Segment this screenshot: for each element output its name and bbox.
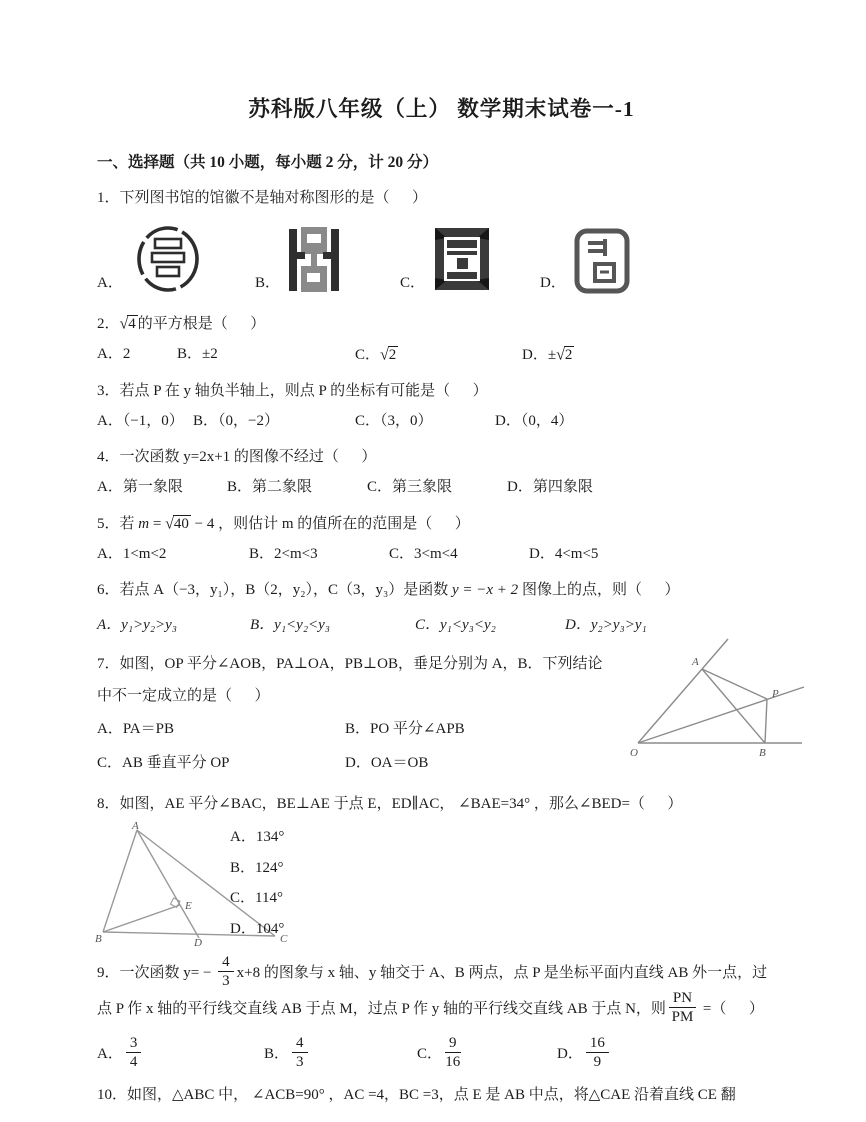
- q9-option-d-fraction: [586, 1035, 609, 1070]
- library-round-seal-icon: [131, 224, 205, 294]
- q6-function-expression: y = −x + 2: [452, 582, 519, 598]
- q9-option-b: [264, 1037, 417, 1072]
- radical-sign: √: [119, 315, 129, 333]
- q4-stem: 4．一次函数 y=2x+1 的图像不经过（ ）: [97, 449, 377, 465]
- q9-stem-line2-post: =（ ）: [699, 1001, 764, 1018]
- question-7: [97, 651, 786, 777]
- q2-option-c-label: C．: [355, 347, 381, 363]
- q6-stem-pre: 6．若点 A（−3，y₁），B（2，y₂），C（3，y₃）是函数: [97, 582, 452, 598]
- fraction-numerator: 4: [292, 1035, 308, 1053]
- fraction-denominator: PM: [671, 1009, 694, 1026]
- q2-option-b: B．±2: [177, 346, 218, 362]
- radicand: 40: [173, 516, 189, 532]
- q8-label-a: A: [132, 820, 139, 832]
- q2-options: [97, 341, 786, 369]
- q1-option-b: [255, 226, 400, 294]
- question-4: [97, 444, 786, 501]
- q3-option-c: C．（3，0）: [355, 413, 433, 429]
- q9-stem-mid: x+8 的图象与 x 轴、y 轴交于 A、B 两点，点 P 是坐标平面内直线 AB 外一点，过: [236, 965, 768, 981]
- question-6: [97, 577, 786, 639]
- q1-option-a-label: A．: [97, 275, 123, 291]
- q3-stem: 3．若点 P 在 y 轴负半轴上，则点 P 的坐标有可能是（ ）: [97, 383, 488, 399]
- fraction-numerator: PN: [669, 990, 696, 1008]
- q5-stem-pre: 5．若: [97, 516, 139, 532]
- q7-label-o: O: [630, 747, 638, 759]
- q8-label-d: D: [194, 937, 202, 946]
- q8-option-a: A．134°: [230, 829, 285, 845]
- q7-stem-line2: 中不一定成立的是（ ）: [97, 688, 270, 704]
- q6-options: [97, 612, 786, 639]
- q10-stem: 10．如图，△ABC 中， ∠ACB=90° ，AC =4，BC =3，点 E 是 AB 中点，将△CAE 沿着直线 CE 翻: [97, 1087, 736, 1104]
- q2-option-d-label: D．: [522, 347, 548, 363]
- radical-sign: √: [165, 515, 174, 533]
- q9-stem-line1: [97, 955, 786, 991]
- q2-stem-text: 的平方根是（ ）: [137, 316, 266, 332]
- q1-option-b-label: B．: [255, 275, 281, 291]
- q8-option-c: C．114°: [230, 890, 283, 906]
- q6-option-d: D．y₂>y₃>y₁: [565, 617, 647, 633]
- q9-option-c-label: C．: [417, 1046, 443, 1063]
- q5-option-b: B．2<m<3: [249, 546, 318, 562]
- section-heading: 一、选择题（共 10 小题，每小题 2 分，计 20 分）: [97, 154, 439, 171]
- radicand: 4: [128, 316, 136, 332]
- fraction-denominator: 4: [129, 1054, 138, 1071]
- q1-option-d: [540, 228, 786, 294]
- fraction-numerator: 3: [126, 1035, 142, 1053]
- q7-option-c: C．AB 垂直平分 OP: [97, 755, 230, 771]
- q5-stem: [97, 510, 786, 538]
- fraction-numerator: 9: [445, 1035, 461, 1053]
- question-3: [97, 378, 786, 435]
- radical-sign: √: [556, 346, 565, 364]
- q2-stem: [97, 310, 786, 338]
- library-rounded-square-icon: [574, 228, 630, 294]
- q2-option-a: A．2: [97, 346, 131, 362]
- q1-option-c-label: C．: [400, 275, 426, 291]
- q9-option-a-label: A．: [97, 1046, 123, 1063]
- q7-option-d: D．OA＝OB: [345, 755, 429, 771]
- library-dark-seal-icon: [433, 224, 491, 294]
- q7-label-p: P: [772, 688, 779, 700]
- q6-stem-post: 图像上的点，则（ ）: [518, 582, 680, 598]
- q9-option-b-fraction: [292, 1035, 308, 1070]
- q7-label-b: B: [759, 747, 766, 759]
- q9-option-d: [557, 1037, 786, 1072]
- q8-figure-and-options: [97, 820, 786, 946]
- q8-label-c: C: [280, 933, 288, 945]
- q2-option-d: [522, 341, 786, 369]
- question-1: [97, 185, 786, 294]
- q7-option-a: A．PA＝PB: [97, 721, 174, 737]
- fraction-denominator: 3: [296, 1054, 304, 1071]
- q5-stem-post: − 4 ，则估计 m 的值所在的范围是（ ）: [190, 516, 470, 532]
- question-8: [97, 791, 786, 946]
- variable-m: m: [138, 516, 150, 532]
- question-9: [97, 955, 786, 1072]
- q8-options: [230, 822, 284, 944]
- q5-option-d: D．4<m<5: [529, 546, 599, 562]
- question-5: [97, 510, 786, 568]
- q2-option-d-sqrt: [556, 347, 574, 363]
- q8-label-e: E: [185, 900, 192, 912]
- q9-option-d-label: D．: [557, 1046, 583, 1063]
- q1-option-a: [97, 224, 255, 294]
- question-2: [97, 310, 786, 369]
- q9-coefficient-fraction: [218, 954, 234, 989]
- q3-option-d: D．（0，4）: [495, 413, 574, 429]
- q6-option-c: C．y₁<y₃<y₂: [415, 617, 496, 633]
- q3-option-a: A．（−1，0）: [97, 413, 184, 429]
- q9-option-a: [97, 1037, 264, 1072]
- q7-option-b: B．PO 平分∠APB: [345, 721, 465, 737]
- equals-sign: =: [149, 516, 166, 532]
- q7-label-a: A: [692, 656, 699, 668]
- q9-option-c: [417, 1037, 557, 1072]
- q5-option-a: A．1<m<2: [97, 546, 167, 562]
- q6-stem: [97, 577, 786, 604]
- q1-option-c: [400, 224, 540, 294]
- question-10: [97, 1082, 786, 1109]
- q1-options: [97, 220, 786, 294]
- q1-stem: 1．下列图书馆的馆徽不是轴对称图形的是（ ）: [97, 190, 428, 206]
- q7-stem-line1: 7．如图，OP 平分∠AOB，PA⊥OA，PB⊥OB，垂足分别为 A，B．下列结论: [97, 656, 603, 672]
- q9-stem-line2-pre: 点 P 作 x 轴的平行线交直线 AB 于点 M，过点 P 作 y 轴的平行线交直线 AB 于点 N，则: [97, 1001, 666, 1018]
- q8-option-d: D．104°: [230, 920, 285, 937]
- q2-option-c-sqrt: [380, 347, 398, 363]
- q9-option-b-label: B．: [264, 1046, 290, 1063]
- radical-sign: √: [380, 346, 389, 364]
- radicand: 2: [388, 347, 397, 363]
- fraction-denominator: 3: [222, 973, 230, 990]
- exam-title: 苏科版八年级（上） 数学期末试卷一-1: [248, 97, 635, 121]
- q1-option-d-label: D．: [540, 275, 566, 291]
- q9-options: [97, 1037, 786, 1072]
- q9-stem-line2: [97, 991, 786, 1027]
- q4-option-a: A．第一象限: [97, 479, 183, 495]
- q4-option-c: C．第三象限: [367, 479, 453, 495]
- q6-option-b: B．y₁<y₂<y₃: [250, 617, 331, 633]
- q4-option-b: B．第二象限: [227, 479, 313, 495]
- q5-option-c: C．3<m<4: [389, 546, 458, 562]
- library-h-pattern-icon: [288, 226, 340, 294]
- q5-options: [97, 541, 786, 568]
- q5-sqrt: [165, 516, 191, 532]
- q2-number: 2．: [97, 316, 120, 332]
- q7-geometry-figure: [630, 637, 808, 761]
- q6-option-a: A．y₁>y₂>y₃: [97, 617, 178, 633]
- q8-stem: 8．如图，AE 平分∠BAC，BE⊥AE 于点 E，ED∥AC， ∠BAE=34° ，那么∠BED=（ ）: [97, 796, 683, 812]
- fraction-numerator: 4: [218, 954, 234, 972]
- q4-options: [97, 474, 786, 501]
- plus-minus-sign: ±: [547, 347, 557, 363]
- q4-option-d: D．第四象限: [507, 479, 593, 495]
- q8-option-b: B．124°: [230, 859, 284, 876]
- fraction-denominator: 9: [593, 1054, 602, 1071]
- fraction-numerator: 16: [586, 1035, 609, 1053]
- q3-options: [97, 408, 786, 435]
- q9-ratio-fraction: [669, 990, 696, 1025]
- q3-option-b: B．（0，−2）: [193, 413, 279, 429]
- q2-option-c: [355, 341, 522, 369]
- q8-label-b: B: [95, 933, 102, 945]
- q9-option-a-fraction: [126, 1035, 142, 1070]
- q2-sqrt: [120, 316, 138, 332]
- radicand: 2: [564, 347, 573, 363]
- q9-option-c-fraction: [445, 1035, 461, 1070]
- q9-stem-pre: 9．一次函数 y= −: [97, 965, 216, 981]
- fraction-denominator: 16: [445, 1054, 461, 1071]
